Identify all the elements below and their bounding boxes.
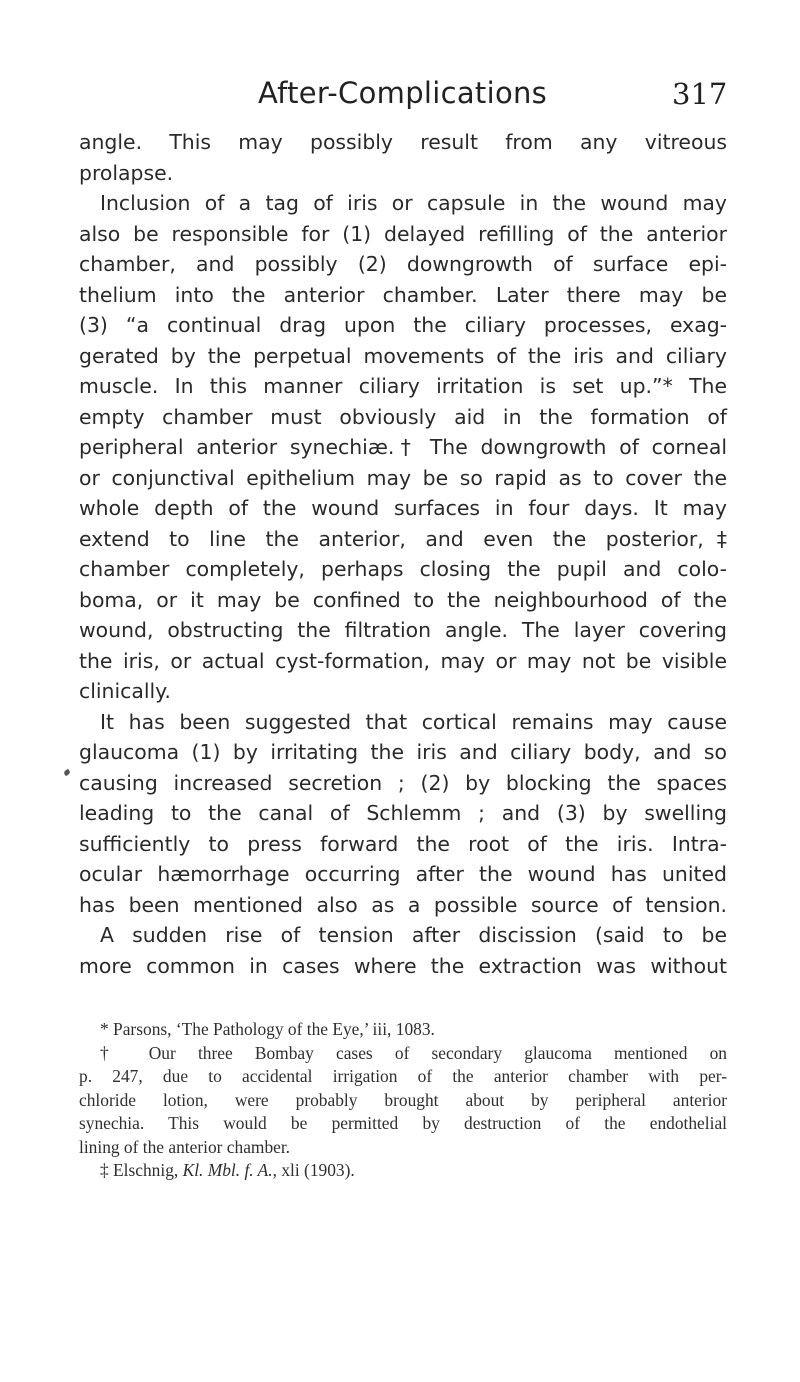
text-line: causing increased secretion ; (2) by blocking the spaces [79,770,727,795]
text-line: chamber, and possibly (2) downgrowth of surface epi- [79,252,727,276]
footnote-2-line: p. 247, due to accidental irrigation of the anterior chamber with per- [79,1066,727,1086]
text-line: the iris, or actual cyst-formation, may or may not be visible [79,648,727,673]
page-header [0,76,800,120]
text-line: sufficiently to press forward the root of the iris. Intra- [79,831,727,856]
footnote-3-prefix: ‡ Elschnig, [100,1160,183,1180]
text-line: empty chamber must obviously aid in the formation of [79,404,727,429]
footnote-2-line: synechia. This would be permitted by destruction of the endothelial [79,1113,727,1133]
text-line: (3) “a continual drag upon the ciliary processes, exag- [79,313,727,337]
text-line: It has been suggested that cortical remains may cause [100,709,727,734]
text-line: extend to line the anterior, and even the posterior,‡ [79,526,727,551]
text-line: peripheral anterior synechiæ.† The downgrowth of corneal [79,435,727,459]
text-line: boma, or it may be confined to the neighbourhood of the [79,587,727,612]
text-line: angle. This may possibly result from any vitreous [79,130,727,154]
footnote-2-line: chloride lotion, were probably brought about by peripheral anterior [79,1089,727,1110]
text-line: also be responsible for (1) delayed refilling of the anterior [79,221,727,246]
footnote-3 [79,1159,727,1183]
footnote-2-line: lining of the anterior chamber. [79,1136,291,1157]
text-line: has been mentioned also as a possible source of tension. [79,892,727,917]
body-text [79,127,727,981]
text-line: thelium into the anterior chamber. Later there may be [79,282,727,307]
running-head: After-Complications [258,76,548,110]
text-line: prolapse. [79,160,174,185]
text-line: more common in cases where the extraction was without [79,953,727,978]
text-line: clinically. [79,679,171,703]
text-line: gerated by the perpetual movements of the iris and ciliary [79,343,727,368]
text-line: wound, obstructing the filtration angle. The layer covering [79,618,727,642]
footnote-1: * Parsons, ‘The Pathology of the Eye,’ iii, 1083. [100,1019,435,1039]
text-line: ocular hæmorrhage occurring after the wound has united [79,862,727,886]
page-number: 317 [672,77,728,111]
text-line: A sudden rise of tension after discission (said to be [100,923,727,947]
footnote-3-suffix: , xli (1903). [272,1160,355,1180]
text-line: whole depth of the wound surfaces in four days. It may [79,496,727,520]
ink-speck [63,769,71,777]
text-line: or conjunctival epithelium may be so rapid as to cover the [79,465,727,490]
text-line: chamber completely, perhaps closing the pupil and colo- [79,557,727,581]
footnote-3-journal: Kl. Mbl. f. A. [182,1160,273,1180]
footnote-2-line: † Our three Bombay cases of secondary glaucoma mentioned on [100,1042,727,1063]
text-line: muscle. In this manner ciliary irritation is set up.”* The [79,374,727,398]
text-line: Inclusion of a tag of iris or capsule in the wound may [100,191,727,215]
text-line: leading to the canal of Schlemm ; and (3) by swelling [79,801,727,825]
footnotes [79,1018,727,1183]
text-line: glaucoma (1) by irritating the iris and ciliary body, and so [79,740,727,764]
